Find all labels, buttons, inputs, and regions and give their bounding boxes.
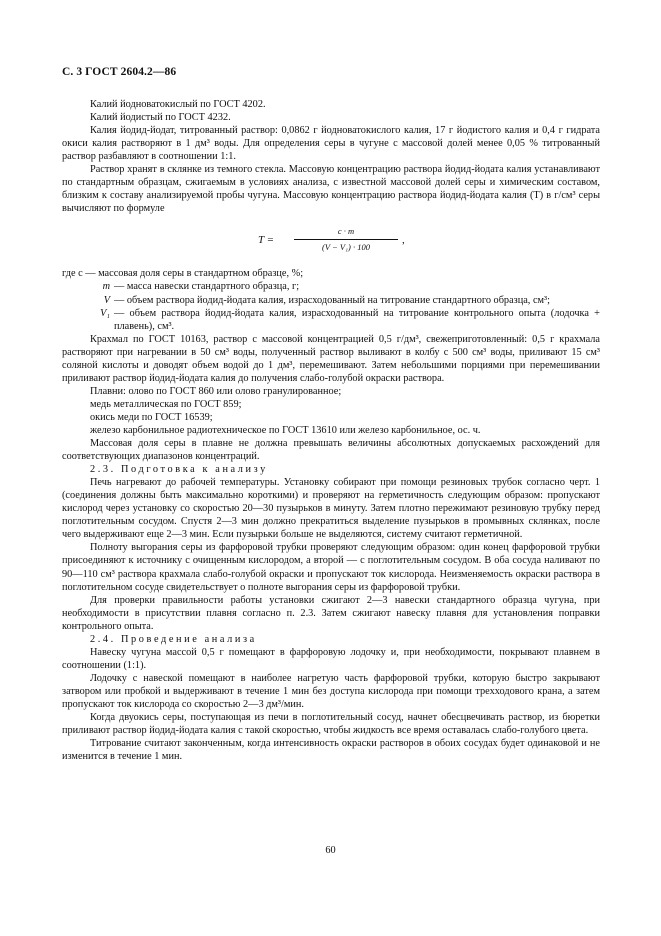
paragraph: Калия йодид-йодат, титрованный раствор: 0,0862 г йодноватокислого калия, 17 г йодистого калия и 0,4 г гидрата окиси калия растворяют в 1 дм³ воды. Для определения серы в чугуне с массовой долей менее 0,05 % титрованный раствор разбавляют в соотношении 1:1. (62, 125, 600, 163)
formula-denominator: (V − V₁) · 100 (322, 242, 370, 253)
definition-text: — объем раствора йодид-йодата калия, израсходованный на титрование контрольного опыта (лодочка + плавень), см³. (114, 307, 600, 332)
definition-text: — масса навески стандартного образца, г; (114, 281, 300, 293)
paragraph: Массовая доля серы в плавне не должна превышать величины абсолютных допускаемых расхождений для соответствующих диапазонов концентраций. (62, 438, 600, 463)
fraction-bar (294, 239, 398, 240)
definition-text: — объем раствора йодид-йодата калия, израсходованный на титрование стандартного образца, см³; (114, 294, 550, 306)
flux-item: железо карбонильное радиотехническое по ГОСТ 13610 или железо карбонильное, ос. ч. (90, 424, 481, 436)
definition-symbol: V₁ (100, 307, 110, 319)
page-header: С. 3 ГОСТ 2604.2—86 (62, 66, 177, 78)
paragraph: Калий йодноватокислый по ГОСТ 4202. (90, 99, 266, 110)
paragraph: Печь нагревают до рабочей температуры. Установку собирают при помощи резиновых трубок согласно черт. 1 (соединения должны быть максимально короткими) и проверяют на герметичность следующим образом: пропускают кислород через установку со скоростью 20—30 пузырьков в минуту. Затем плотно пережимают резиновую трубку перед поглотительным сосудом. Спустя 2—3 мин должно прекратиться выделение пузырьков в промывных склянках, после чего выдерживают еще 2—3 мин. Если пузырьки больше не выделяются, систему считают герметичной. (62, 477, 600, 541)
definition-symbol: m (102, 281, 110, 293)
definition-row (62, 294, 600, 307)
paragraph: Лодочку с навеской помещают в наиболее нагретую часть фарфоровой трубки, которую быстро закрывают затвором или пробкой и выдерживают в течение 1 мин без доступа кислорода при помощи трехходового крана, а затем пропускают ток кислорода со скоростью 2—3 дм³/мин. (62, 672, 600, 710)
section-title: 2.3. Подготовка к анализу (90, 464, 268, 476)
paragraph: Для проверки правильности работы установки сжигают 2—3 навески стандартного образца чугуна, при необходимости в присутствии плавня согласно п. 2.3. Затем сжигают навеску плавня для установления поправки контрольного опыта. (62, 594, 600, 632)
definition-symbol: V (103, 294, 110, 306)
document-body (62, 98, 600, 763)
where-intro: где c — массовая доля серы в стандартном образце, %; (62, 268, 304, 280)
definition-row (62, 307, 600, 333)
formula-tail: , (402, 234, 405, 247)
paragraph: Титрование считают законченным, когда интенсивность окраски растворов в обоих сосудах будет одинаковой и не изменится в течение 1 мин. (62, 738, 600, 763)
flux-item: окись меди по ГОСТ 16539; (90, 411, 213, 423)
page-number: 60 (325, 845, 336, 856)
paragraph: Калий йодистый по ГОСТ 4232. (90, 112, 231, 124)
paragraph: Крахмал по ГОСТ 10163, раствор с массовой концентрацией 0,5 г/дм³, свежеприготовленный: 0,5 г крахмала растворяют при нагревании в 50 см³ воды, полученный раствор выливают в колбу с 500 см³ воды, приливают 15 см³ соляной кислоты и доводят объем водой до 1 дм³, перемешивают. Затем небольшими порциями при перемешивании приливают раствор йодид-йодата калия до получения слабо-голубой окраски раствора. (62, 333, 600, 384)
section-title: 2.4. Проведение анализа (90, 633, 257, 645)
definition-row (62, 280, 600, 293)
formula-fraction (294, 225, 398, 254)
paragraph: Когда двуокись серы, поступающая из печи в поглотительный сосуд, начнет обесцвечивать раствор, из бюретки приливают раствор йодид-йодата калия с такой скоростью, чтобы жидкость все время оставалась слабо-голубого цвета. (62, 712, 600, 737)
formula-numerator: c · m (337, 226, 355, 237)
paragraph: Раствор хранят в склянке из темного стекла. Массовую концентрацию раствора йодид-йодата калия устанавливают по стандартным образцам, сжигаемым в условиях анализа, с известной массовой долей серы и химическим составом, близким к составу анализируемой пробы чугуна. Массовую концентрацию раствора йодид-йодата калия (T) в г/см³ серы вычисляют по формуле (62, 164, 600, 215)
paragraph: Навеску чугуна массой 0,5 г помещают в фарфоровую лодочку и, при необходимости, покрывают плавнем в соотношении (1:1). (62, 646, 600, 671)
paragraph: Полноту выгорания серы из фарфоровой трубки проверяют следующим образом: один конец фарфоровой трубки присоединяют к источнику с очищенным кислородом, а второй — с поглотительным сосудом. В оба сосуда наливают по 90—110 см³ раствора крахмала слабо-голубой окраски и пропускают ток кислорода. Неизменяемость окраски раствора в поглотительном сосуде свидетельствует о полноте выгорания серы из фарфоровой трубки. (62, 542, 600, 593)
paragraph: Плавни: олово по ГОСТ 860 или олово гранулированное; (90, 385, 342, 397)
flux-item: медь металлическая по ГОСТ 859; (90, 398, 242, 410)
formula (62, 225, 600, 259)
formula-lhs: T = (258, 234, 275, 247)
